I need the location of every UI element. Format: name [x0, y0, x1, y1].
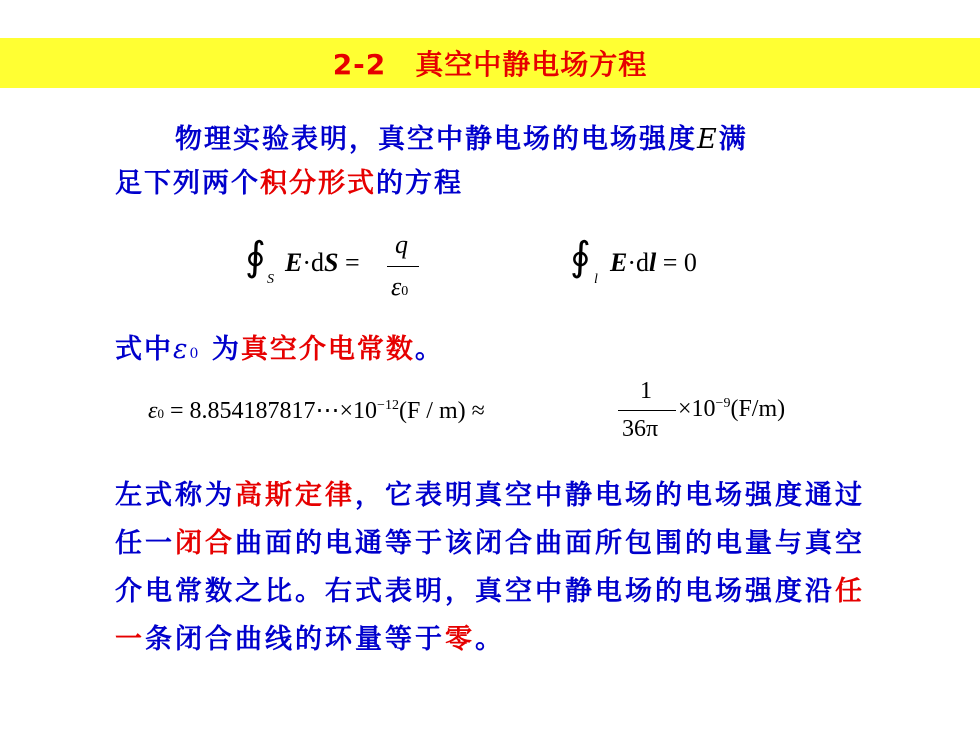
epsilon-value-left: $\varepsilon 0 = 8.854187817\cdots\times 10^{-12}(F / m)$ ≈	[148, 398, 485, 424]
circulation-equation	[570, 234, 740, 298]
charge-q: q	[395, 230, 408, 259]
fraction-numerator: 1	[640, 378, 652, 404]
intro-text-1: 物理实验表明，真空中静电场的电场强度	[175, 124, 697, 155]
e-symbol: E	[697, 124, 719, 155]
circulation-expression: E·dl = 0	[610, 248, 697, 277]
contour-integral-icon: ∮	[245, 234, 266, 280]
surface-subscript: S	[267, 272, 274, 287]
epsilon-denominator: ε0	[391, 272, 409, 301]
intro-text-2: 满	[718, 124, 748, 155]
intro-text-4: 的方程	[376, 168, 463, 199]
epsilon-value-equation	[148, 380, 848, 460]
epsilon-value-right: $\times 10^{-9}(F/m)$	[678, 396, 786, 422]
zero-highlight: 零	[445, 624, 475, 655]
gauss-lhs: E·dS =	[285, 248, 360, 277]
epsilon-symbol: ε0	[173, 334, 201, 365]
intro-highlight: 积分形式	[260, 168, 376, 199]
fraction-line	[387, 266, 419, 267]
slide-title: 2-2 真空中静电场方程	[332, 48, 648, 81]
fraction-denominator: 36π	[622, 416, 659, 442]
line-subscript: l	[594, 272, 598, 287]
epsilon-highlight: 真空介电常数	[240, 334, 415, 365]
epsilon-description: 式中ε0 为真空介电常数。	[115, 334, 444, 365]
conclusion-paragraph: 左式称为高斯定律，它表明真空中静电场的电场强度通过任一闭合曲面的电通等于该闭合曲面所包围的电量与真空介电常数之比。右式表明，真空中静电场的电场强度沿任一条闭合曲线的环量等于零。	[115, 480, 865, 655]
intro-text-3: 足下列两个	[115, 168, 260, 199]
title-bar	[0, 38, 980, 88]
gauss-law-highlight: 高斯定律	[235, 480, 355, 511]
intro-paragraph	[115, 118, 875, 206]
any-highlight: 任一	[115, 576, 865, 655]
fraction-line	[618, 410, 676, 411]
closed-highlight: 闭合	[175, 528, 235, 559]
gauss-equation	[245, 230, 445, 313]
contour-integral-icon: ∮	[570, 234, 591, 280]
